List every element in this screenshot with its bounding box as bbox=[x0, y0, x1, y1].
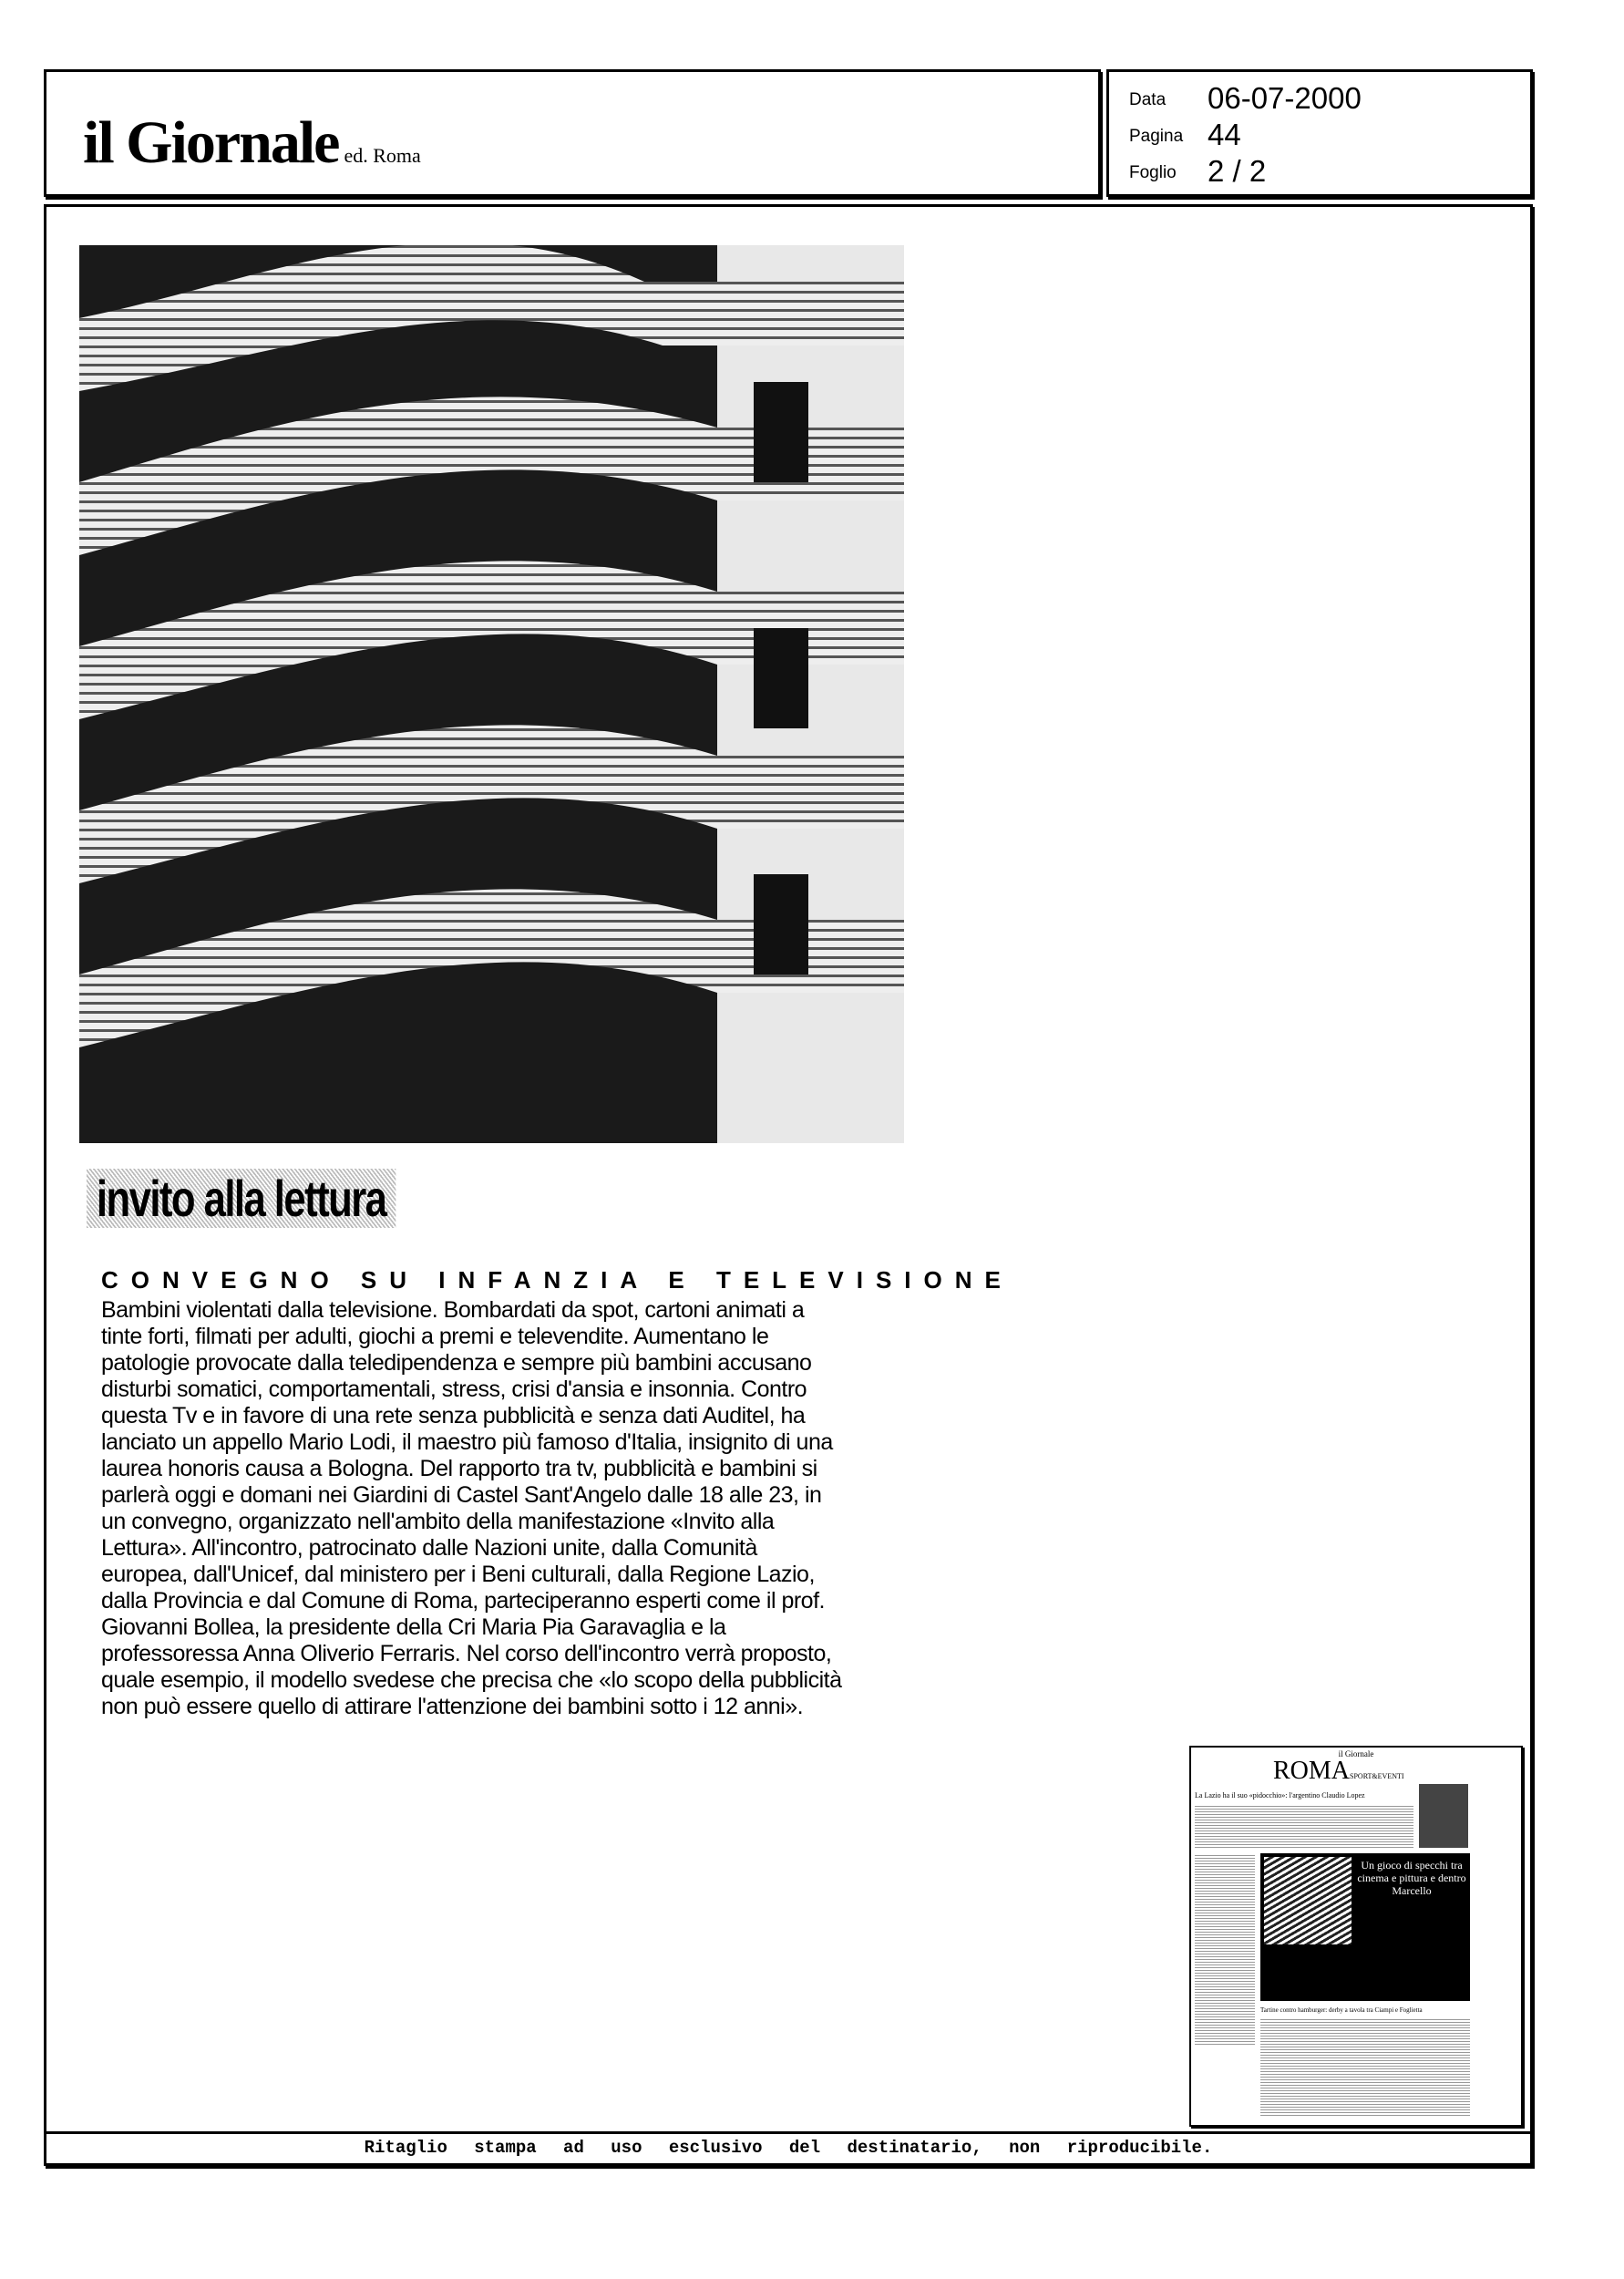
body-line: laurea honoris causa a Bologna. Del rapporto tra tv, pubblicità e bambini si bbox=[101, 1456, 817, 1481]
body-line: parlerà oggi e domani nei Giardini di Castel Sant'Angelo dalle 18 alle 23, in bbox=[101, 1482, 822, 1508]
metadata-box bbox=[1106, 69, 1533, 197]
page-label: Pagina bbox=[1129, 127, 1184, 146]
building-photo bbox=[79, 245, 904, 1143]
newspaper-logo: il Giornale ed. Roma bbox=[83, 109, 421, 176]
body-line: Bambini violentati dalla televisione. Bombardati da spot, cartoni animati a bbox=[101, 1297, 805, 1323]
masthead-box bbox=[44, 69, 1101, 197]
body-line: questa Tv e in favore di una rete senza pubblicità e senza dati Auditel, ha bbox=[101, 1403, 806, 1428]
thumb-masthead: il Giornale bbox=[1338, 1749, 1374, 1758]
page-thumbnail bbox=[1189, 1746, 1523, 2127]
date-value: 06-07-2000 bbox=[1208, 81, 1362, 115]
body-line: Lettura». All'incontro, patrocinato dalle Nazioni unite, dalla Comunità bbox=[101, 1535, 757, 1561]
body-line: europea, dall'Unicef, dal ministero per i Beni culturali, dalla Regione Lazio, bbox=[101, 1562, 815, 1587]
body-line: Giovanni Bollea, la presidente della Cri Maria Pia Garavaglia e la bbox=[101, 1614, 726, 1640]
body-line: non può essere quello di attirare l'attenzione dei bambini sotto i 12 anni». bbox=[101, 1694, 804, 1719]
clipping-body bbox=[44, 204, 1533, 2166]
section-title: invito alla lettura bbox=[87, 1169, 396, 1228]
page-value: 44 bbox=[1208, 118, 1241, 151]
body-line: dalla Provincia e dal Comune di Roma, parteciperanno esperti come il prof. bbox=[101, 1588, 825, 1614]
footer-disclaimer: Ritaglio stampa ad uso esclusivo del destinatario, non riproducibile. bbox=[46, 2131, 1530, 2163]
article-body bbox=[101, 1297, 921, 1720]
thumb-title: ROMASPORT&EVENTI bbox=[1273, 1757, 1404, 1785]
thumb-headline-1: La Lazio ha il suo «pidocchio»: l'argentino Claudio Lopez bbox=[1195, 1791, 1365, 1799]
sheet-label: Foglio bbox=[1129, 163, 1177, 182]
date-label: Data bbox=[1129, 90, 1167, 109]
body-line: quale esempio, il modello svedese che precisa che «lo scopo della pubblicità bbox=[101, 1667, 842, 1693]
thumb-feature: Un gioco di specchi tra cinema e pittura e dentro Marcello bbox=[1357, 1859, 1466, 1897]
edition-label: ed. Roma bbox=[344, 144, 421, 167]
body-line: disturbi somatici, comportamentali, stress, crisi d'ansia e insonnia. Contro bbox=[101, 1377, 807, 1402]
sheet-value: 2 / 2 bbox=[1208, 154, 1267, 188]
body-line: un convegno, organizzato nell'ambito della manifestazione «Invito alla bbox=[101, 1509, 775, 1534]
thumb-headline-2: Tartine contro hamburger: derby a tavola tra Ciampi e Foglietta bbox=[1260, 2006, 1423, 2014]
body-line: patologie provocate dalla teledipendenza e sempre più bambini accusano bbox=[101, 1350, 812, 1376]
body-line: professoressa Anna Oliverio Ferraris. Nel corso dell'incontro verrà proposto, bbox=[101, 1641, 832, 1666]
body-line: lanciato un appello Mario Lodi, il maestro più famoso d'Italia, insignito di una bbox=[101, 1429, 833, 1455]
body-line: tinte forti, filmati per adulti, giochi a premi e televendite. Aumentano le bbox=[101, 1324, 769, 1349]
article-kicker: CONVEGNO SU INFANZIA E TELEVISIONE bbox=[101, 1266, 1013, 1294]
